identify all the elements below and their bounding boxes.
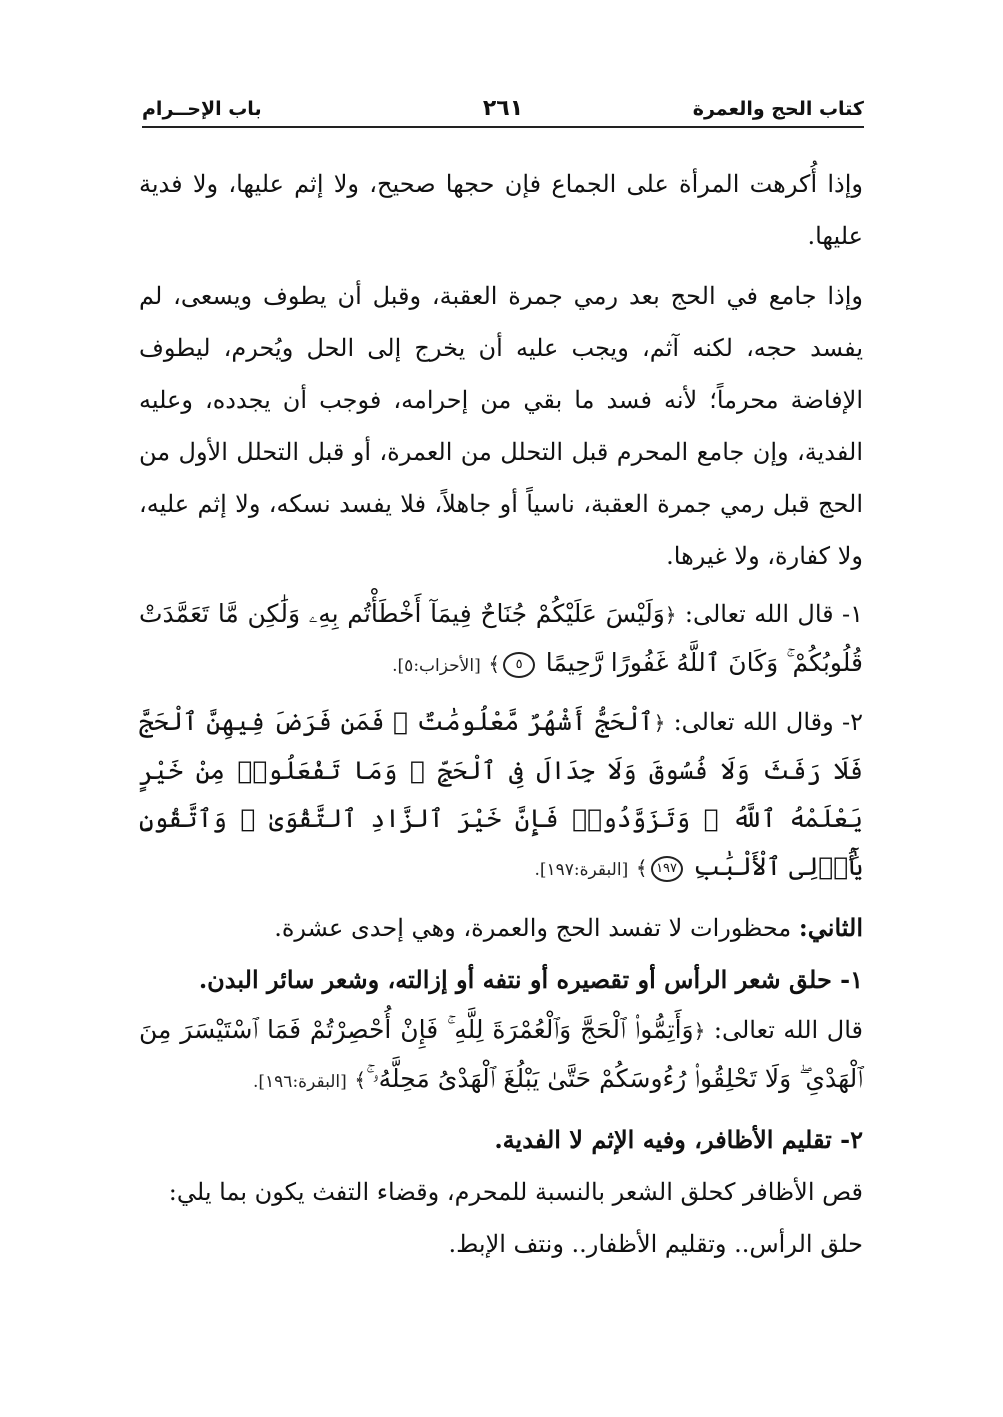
item-1-heading: ١- حلق شعر الرأس أو تقصيره أو نتفه أو إزالته، وشعر سائر البدن.	[198, 965, 863, 994]
verse-reference: [الأحزاب:٥].	[392, 656, 481, 676]
item-2-line-1: قص الأظافر كحلق الشعر بالنسبة للمحرم، وقضاء التفث يكون بما يلي:	[168, 1178, 863, 1206]
quran-verse: ٱلْحَجُّ أَشْهُرٌ مَّعْلُومَٰتٌ ۚ فَمَن فَرَضَ فِيهِنَّ ٱلْحَجَّ فَلَا رَفَثَ وَلَا فُسُوقَ وَلَا جِدَالَ فِى ٱلْحَجِّ ۗ وَمَا تَفْعَلُوا۟ مِنْ خَيْرٍ يَعْلَمْهُ ٱللَّهُ ۗ وَتَزَوَّدُوا۟ فَإِنَّ خَيْرَ ٱلزَّادِ ٱلتَّقْوَىٰ ۚ وَٱتَّقُونِ يَٰٓأُو۟لِى ٱلْأَلْبَٰبِ	[139, 707, 863, 881]
second-category	[139, 902, 863, 954]
evidence-number: ٢-	[841, 708, 863, 736]
item-2-line-2: حلق الرأس.. وتقليم الأظفار.. ونتف الإبط.	[448, 1230, 863, 1258]
verse-reference: [البقرة:١٩٦].	[253, 1072, 347, 1092]
ayah-number-marker: ٥	[503, 652, 535, 678]
running-header	[142, 96, 864, 128]
ornate-bracket-open: ﴿	[693, 1019, 706, 1043]
book-title: كتاب الحج والعمرة	[692, 98, 864, 120]
page-body	[139, 158, 863, 1270]
verse-reference: [البقرة:١٩٧].	[534, 860, 629, 880]
evidence-intro: قال الله تعالى:	[713, 1016, 863, 1044]
item-1-evidence	[139, 1006, 863, 1106]
ornate-bracket-close: ﴾	[488, 652, 501, 676]
page-number: ٢٦١	[482, 96, 524, 121]
ornate-bracket-open: ﴿	[653, 711, 666, 735]
evidence-intro: قال الله تعالى:	[684, 600, 834, 628]
quran-verse: وَأَتِمُّوا۟ ٱلْحَجَّ وَٱلْعُمْرَةَ لِلَّهِ ۚ فَإِنْ أُحْصِرْتُمْ فَمَا ٱسْتَيْسَرَ مِنَ ٱلْهَدْىِ ۖ وَلَا تَحْلِقُوا۟ رُءُوسَكُمْ حَتَّىٰ يَبْلُغَ ٱلْهَدْىُ مَحِلَّهُۥ ۚ	[139, 1015, 863, 1093]
quran-verse: وَلَيْسَ عَلَيْكُمْ جُنَاحٌ فِيمَآ أَخْطَأْتُم بِهِۦ وَلَٰكِن مَّا تَعَمَّدَتْ قُلُوبُكُمْ ۚ وَكَانَ ٱللَّهُ غَفُورًا رَّحِيمًا	[139, 599, 863, 677]
paragraph-intercourse-after-jamrah: وإذا جامع في الحج بعد رمي جمرة العقبة، وقبل أن يطوف ويسعى، لم يفسد حجه، لكنه آثم، ويجب عليه أن يخرج إلى الحل ويُحرم، ليطوف الإفاضة محرماً؛ لأنه فسد ما بقي من إحرامه، فوجب أن يجدده، وعليه الفدية، وإن جامع المحرم قبل التحلل من العمرة، أو قبل التحلل الأول من الحج قبل رمي جمرة العقبة، ناسياً أو جاهلاً، فلا يفسد نسكه، ولا إثم عليه، ولا كفارة، ولا غيرها.	[139, 282, 863, 570]
chapter-title: باب الإحــرام	[142, 98, 262, 120]
evidence-item-2	[139, 698, 863, 894]
ayah-number-marker: ١٩٧	[651, 856, 683, 882]
ornate-bracket-close: ﴾	[354, 1068, 367, 1092]
evidence-number: ١-	[841, 600, 863, 628]
second-text: محظورات لا تفسد الحج والعمرة، وهي إحدى عشرة.	[274, 914, 792, 942]
item-2-heading: ٢- تقليم الأظافر، وفيه الإثم لا الفدية.	[494, 1125, 863, 1154]
evidence-item-1	[139, 590, 863, 690]
paragraph-coerced-wife: وإذا أُكرهت المرأة على الجماع فإن حجها صحيح، ولا إثم عليها، ولا فدية عليها.	[139, 170, 863, 250]
evidence-intro: وقال الله تعالى:	[673, 708, 834, 736]
ornate-bracket-open: ﴿	[664, 603, 677, 627]
ornate-bracket-close: ﴾	[635, 856, 648, 880]
second-label: الثاني:	[798, 913, 863, 942]
